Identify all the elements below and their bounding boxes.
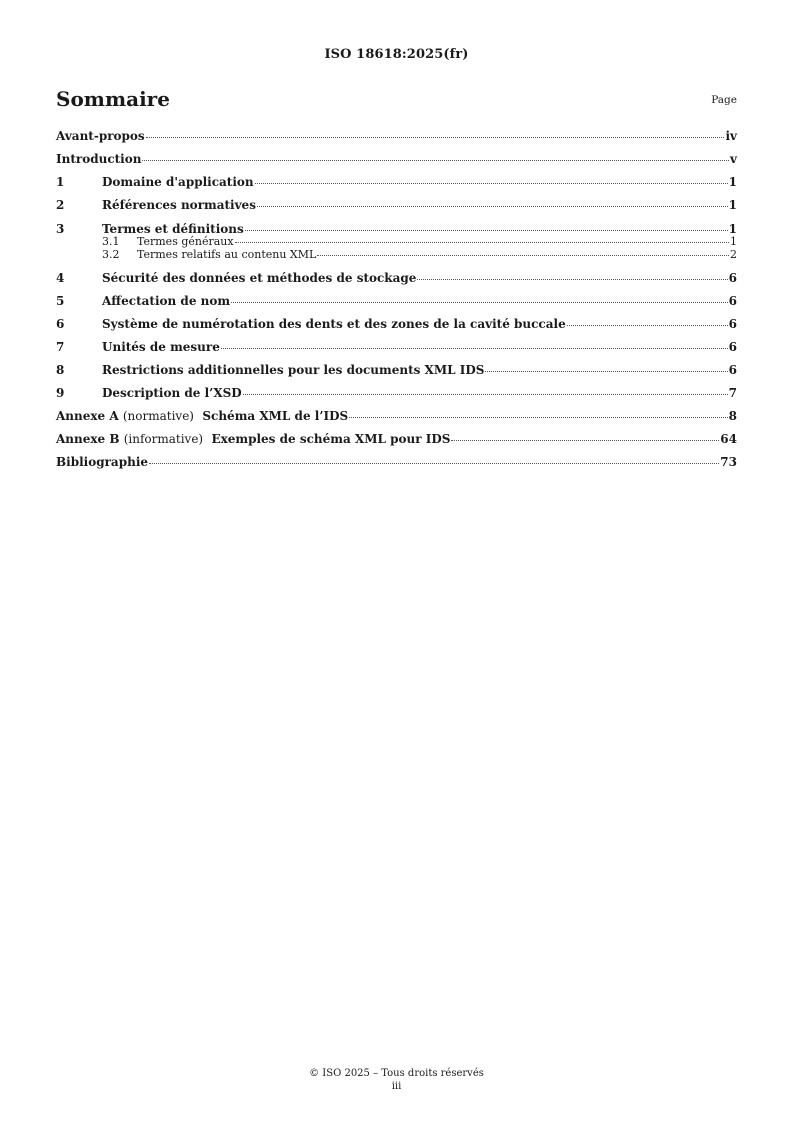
- toc-entry-4[interactable]: [56, 271, 737, 285]
- toc-entry-7[interactable]: [56, 340, 737, 354]
- toc-entry-introduction[interactable]: [56, 152, 737, 166]
- toc-entry-number: 7: [56, 340, 65, 354]
- toc-entry-page: 73: [720, 455, 737, 469]
- toc-entry-9[interactable]: [56, 386, 737, 400]
- table-of-contents: [56, 129, 737, 469]
- leader-dots: [231, 302, 728, 303]
- toc-entry-page: 1: [728, 198, 737, 212]
- annex-title: Exemples de schéma XML pour IDS: [211, 432, 451, 446]
- leader-dots: [317, 255, 729, 256]
- page-number: iii: [391, 1081, 402, 1092]
- toc-annex-page: 64: [720, 432, 737, 446]
- leader-dots: [245, 230, 728, 231]
- toc-entry-6[interactable]: [56, 317, 737, 331]
- leader-dots: [485, 371, 727, 372]
- toc-entry-number: 3: [56, 222, 65, 236]
- annex-prefix: Annexe A: [56, 409, 119, 423]
- toc-subentry-page: 1: [730, 235, 737, 248]
- annex-title: Schéma XML de l’IDS: [202, 409, 349, 423]
- document-id-header: ISO 18618:2025(fr): [324, 47, 469, 62]
- toc-entry-page: 6: [728, 317, 737, 331]
- toc-entry-number: 1: [56, 175, 65, 189]
- leader-dots: [257, 206, 728, 207]
- leader-dots: [349, 417, 727, 418]
- annex-kind: (normative): [122, 409, 194, 423]
- toc-entry-label: Affectation de nom: [102, 294, 231, 308]
- toc-annex-label: [56, 409, 348, 423]
- copyright-notice: © ISO 2025 – Tous droits réservés: [309, 1068, 484, 1079]
- toc-entry-label: Unités de mesure: [102, 340, 220, 354]
- toc-entry-label: Description de l’XSD: [102, 386, 242, 400]
- toc-subentry-page: 2: [730, 247, 737, 261]
- leader-dots: [235, 242, 729, 243]
- toc-entry-page: 1: [728, 222, 737, 236]
- toc-entry-label: Avant-propos: [56, 129, 145, 143]
- toc-entry-3[interactable]: [56, 222, 737, 236]
- leader-dots: [142, 160, 729, 161]
- annex-prefix: Annexe B: [56, 432, 120, 446]
- toc-entry-page: 6: [728, 294, 737, 308]
- toc-entry-avant-propos[interactable]: [56, 129, 737, 143]
- toc-entry-number: 5: [56, 294, 65, 308]
- toc-entry-page: 6: [728, 271, 737, 285]
- toc-entry-page: 7: [728, 386, 737, 400]
- toc-subentry-number: 3.2: [102, 247, 120, 261]
- toc-entry-label: Références normatives: [102, 198, 256, 212]
- toc-annex-label: [56, 432, 450, 446]
- leader-dots: [255, 183, 728, 184]
- toc-subentry-3-2[interactable]: [56, 249, 737, 262]
- toc-entry-page: 6: [728, 340, 737, 354]
- toc-entry-2[interactable]: [56, 198, 737, 212]
- leader-dots: [243, 394, 728, 395]
- toc-entry-number: 2: [56, 198, 65, 212]
- toc-entry-page: iv: [725, 129, 737, 143]
- leader-dots: [221, 348, 728, 349]
- toc-entry-label: Système de numérotation des dents et des zones de la cavité buccale: [102, 317, 566, 331]
- leader-dots: [567, 325, 728, 326]
- toc-entry-number: 4: [56, 271, 65, 285]
- toc-subentry-number: 3.1: [102, 235, 120, 248]
- page-footer: [0, 1067, 793, 1093]
- toc-entry-number: 9: [56, 386, 65, 400]
- toc-entry-bibliographie[interactable]: [56, 455, 737, 469]
- toc-entry-number: 8: [56, 363, 65, 377]
- leader-dots: [146, 137, 725, 138]
- toc-annex-b[interactable]: [56, 432, 737, 446]
- leader-dots: [149, 463, 719, 464]
- leader-dots: [417, 279, 727, 280]
- page-column-label: Page: [711, 94, 737, 106]
- leader-dots: [451, 440, 719, 441]
- toc-title: Sommaire: [56, 87, 170, 111]
- toc-entry-1[interactable]: [56, 175, 737, 189]
- toc-annex-page: 8: [728, 409, 737, 423]
- toc-title-row: [56, 87, 737, 117]
- toc-entry-label: Bibliographie: [56, 455, 149, 469]
- annex-kind: (informative): [123, 432, 204, 446]
- toc-entry-label: Restrictions additionnelles pour les documents XML IDS: [102, 363, 485, 377]
- toc-subentry-label: Termes relatifs au contenu XML: [137, 247, 317, 261]
- toc-entry-8[interactable]: [56, 363, 737, 377]
- toc-annex-a[interactable]: [56, 409, 737, 423]
- toc-entry-page: 1: [728, 175, 737, 189]
- toc-entry-page: v: [730, 152, 737, 166]
- toc-subentry-label: Termes généraux: [137, 235, 234, 248]
- toc-entry-page: 6: [728, 363, 737, 377]
- toc-entry-label: Introduction: [56, 152, 142, 166]
- toc-entry-number: 6: [56, 317, 65, 331]
- toc-entry-label: Termes et définitions: [102, 222, 244, 236]
- toc-subentry-3-1[interactable]: [56, 236, 737, 249]
- toc-entry-label: Sécurité des données et méthodes de stockage: [102, 271, 417, 285]
- toc-entry-5[interactable]: [56, 294, 737, 308]
- toc-entry-label: Domaine d'application: [102, 175, 254, 189]
